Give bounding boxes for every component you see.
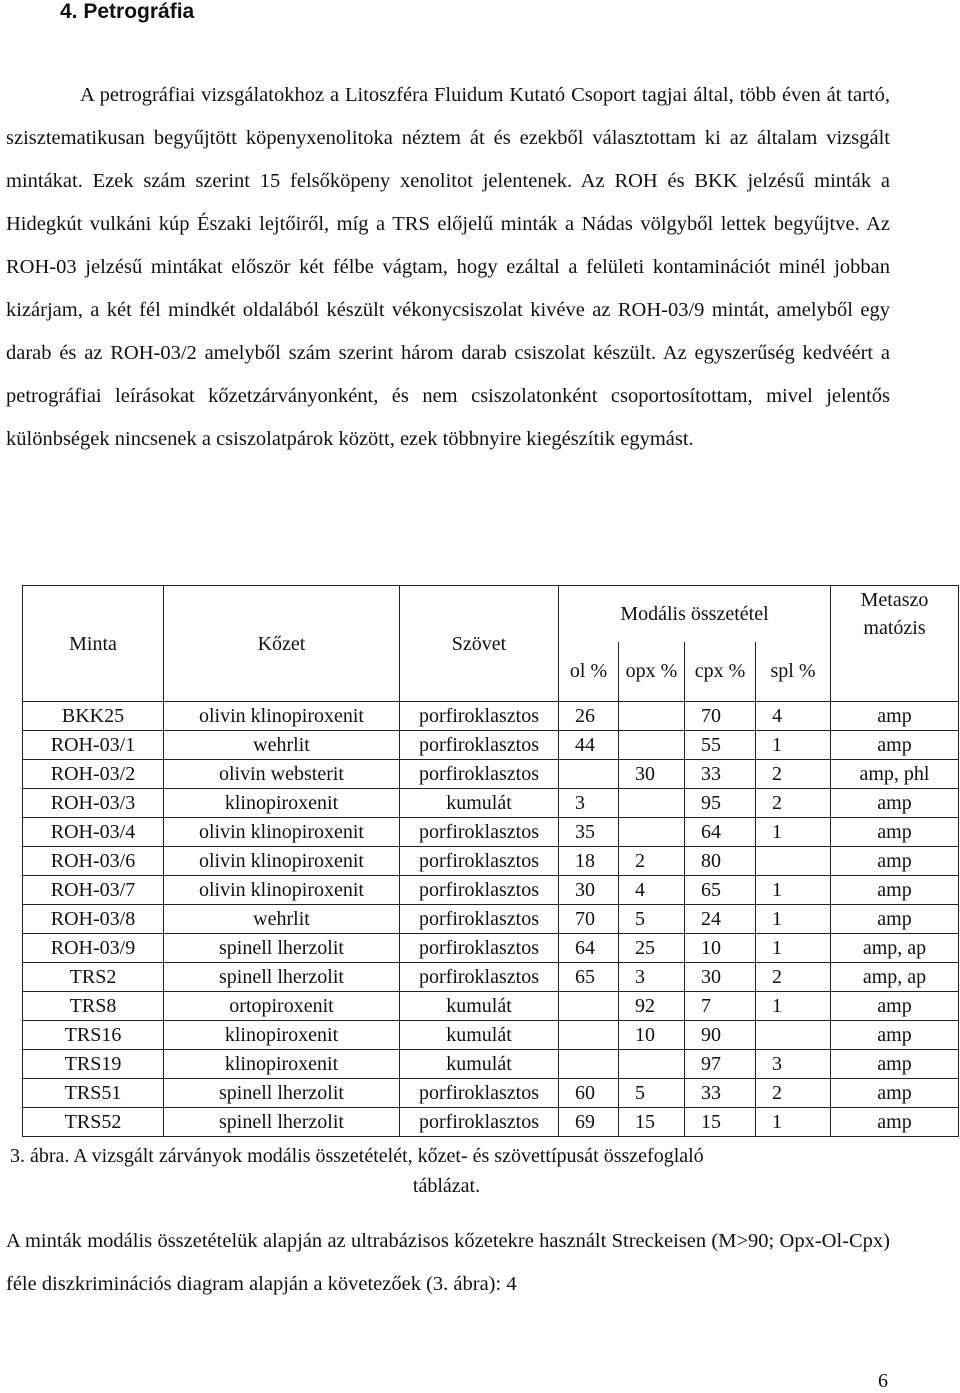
cell-opx (619, 818, 685, 847)
cell-kozet: spinell lherzolit (164, 1108, 400, 1137)
cell-ol: 35 (559, 818, 619, 847)
intro-paragraph-text: A petrográfiai vizsgálatokhoz a Litoszféra Fluidum Kutató Csoport tagjai által, több éven át tartó, szisztematikusan begyűjtött köpenyxenolitoka néztem át és ezekből választottam ki az általam vizsgált mintákat. Ezek szám szerint 15 felsőköpeny xenolitot jelentenek. Az ROH és BKK jelzésű minták a Hidegkút vulkáni kúp Északi lejtőiről, míg a TRS előjelű minták a Nádas völgyből lettek begyűjtve. Az ROH-03 jelzésű mintákat először két félbe vágtam, hogy ezáltal a felületi kontaminációt minél jobban kizárjam, a két fél mindkét oldalából készült vékonycsiszolat kivéve az ROH-03/9 mintát, amelyből egy darab és az ROH-03/2 amelyből szám szerint három darab csiszolat készült. Az egyszerűség kedvéért a petrográfiai leírásokat kőzetzárványonként, és nem csiszolatonként csoportosítottam, mivel jelentős különbségek nincsenek a csiszolatpárok között, ezek többnyire kiegészítik egymást. (6, 84, 890, 450)
cell-szovet: porfiroklasztos (400, 876, 559, 905)
cell-ol (559, 992, 619, 1021)
header-kozet: Kőzet (164, 586, 400, 702)
cell-spl (756, 1021, 831, 1050)
cell-cpx: 30 (685, 963, 756, 992)
cell-minta: ROH-03/6 (23, 847, 164, 876)
cell-szovet: kumulát (400, 1021, 559, 1050)
cell-minta: TRS52 (23, 1108, 164, 1137)
cell-spl: 1 (756, 818, 831, 847)
classification-paragraph: A minták modális összetételük alapján az ultrabázisos kőzetekre használt Streckeisen (M>90; Opx-Ol-Cpx) féle diszkriminációs diagram alapján a követezőek (3. ábra): 4 (6, 1230, 890, 1295)
table-row (23, 963, 959, 992)
cell-szovet: porfiroklasztos (400, 905, 559, 934)
cell-minta: ROH-03/7 (23, 876, 164, 905)
header-modalis: Modális összetétel (559, 586, 831, 642)
table-row (23, 818, 959, 847)
cell-metaszomatozis: amp (831, 702, 959, 731)
cell-ol: 60 (559, 1079, 619, 1108)
cell-opx: 3 (619, 963, 685, 992)
header-szovet: Szövet (400, 586, 559, 702)
cell-metaszomatozis: amp (831, 992, 959, 1021)
cell-ol (559, 760, 619, 789)
cell-opx: 30 (619, 760, 685, 789)
cell-spl: 1 (756, 1108, 831, 1137)
cell-opx: 25 (619, 934, 685, 963)
cell-opx: 15 (619, 1108, 685, 1137)
cell-szovet: porfiroklasztos (400, 934, 559, 963)
figure-caption-continuation: táblázat. (412, 1175, 481, 1197)
cell-cpx: 7 (685, 992, 756, 1021)
cell-kozet: klinopiroxenit (164, 1050, 400, 1079)
cell-minta: TRS8 (23, 992, 164, 1021)
cell-minta: ROH-03/2 (23, 760, 164, 789)
cell-spl: 2 (756, 1079, 831, 1108)
cell-spl: 1 (756, 934, 831, 963)
header-minta: Minta (23, 586, 164, 702)
cell-opx: 10 (619, 1021, 685, 1050)
cell-cpx: 97 (685, 1050, 756, 1079)
cell-metaszomatozis: amp (831, 1021, 959, 1050)
cell-szovet: kumulát (400, 1050, 559, 1079)
table-row (23, 1079, 959, 1108)
cell-spl: 2 (756, 760, 831, 789)
cell-spl: 1 (756, 992, 831, 1021)
cell-cpx: 55 (685, 731, 756, 760)
cell-cpx: 65 (685, 876, 756, 905)
table-row (23, 1021, 959, 1050)
table-row (23, 847, 959, 876)
cell-metaszomatozis: amp, phl (831, 760, 959, 789)
cell-minta: TRS51 (23, 1079, 164, 1108)
table-row (23, 934, 959, 963)
cell-ol: 70 (559, 905, 619, 934)
table-row (23, 876, 959, 905)
cell-kozet: klinopiroxenit (164, 789, 400, 818)
cell-cpx: 15 (685, 1108, 756, 1137)
cell-cpx: 24 (685, 905, 756, 934)
cell-minta: ROH-03/9 (23, 934, 164, 963)
cell-cpx: 64 (685, 818, 756, 847)
cell-szovet: porfiroklasztos (400, 702, 559, 731)
cell-kozet: olivin websterit (164, 760, 400, 789)
cell-szovet: porfiroklasztos (400, 818, 559, 847)
cell-szovet: porfiroklasztos (400, 731, 559, 760)
cell-ol (559, 1050, 619, 1079)
cell-kozet: olivin klinopiroxenit (164, 847, 400, 876)
cell-opx (619, 789, 685, 818)
cell-kozet: ortopiroxenit (164, 992, 400, 1021)
table-row (23, 1108, 959, 1137)
header-opx: opx % (619, 642, 685, 702)
header-spl: spl % (756, 642, 831, 702)
cell-szovet: porfiroklasztos (400, 963, 559, 992)
cell-opx (619, 1050, 685, 1079)
cell-szovet: porfiroklasztos (400, 1108, 559, 1137)
cell-minta: BKK25 (23, 702, 164, 731)
header-ol: ol % (559, 642, 619, 702)
cell-minta: ROH-03/1 (23, 731, 164, 760)
cell-kozet: spinell lherzolit (164, 934, 400, 963)
cell-opx: 92 (619, 992, 685, 1021)
cell-minta: ROH-03/4 (23, 818, 164, 847)
cell-cpx: 33 (685, 1079, 756, 1108)
cell-cpx: 33 (685, 760, 756, 789)
cell-szovet: porfiroklasztos (400, 1079, 559, 1108)
cell-metaszomatozis: amp (831, 905, 959, 934)
cell-spl: 4 (756, 702, 831, 731)
cell-opx: 5 (619, 1079, 685, 1108)
section-heading: 4. Petrográfia (60, 0, 195, 23)
cell-kozet: wehrlit (164, 731, 400, 760)
modal-composition-table (22, 585, 959, 1137)
table-row (23, 992, 959, 1021)
cell-metaszomatozis: amp (831, 1050, 959, 1079)
cell-cpx: 90 (685, 1021, 756, 1050)
cell-ol: 30 (559, 876, 619, 905)
cell-kozet: spinell lherzolit (164, 963, 400, 992)
cell-kozet: olivin klinopiroxenit (164, 876, 400, 905)
cell-szovet: kumulát (400, 789, 559, 818)
cell-cpx: 70 (685, 702, 756, 731)
table-row (23, 905, 959, 934)
header-metaszomatozis: Metaszo matózis (831, 586, 959, 702)
cell-kozet: klinopiroxenit (164, 1021, 400, 1050)
cell-cpx: 10 (685, 934, 756, 963)
cell-opx: 5 (619, 905, 685, 934)
cell-ol: 64 (559, 934, 619, 963)
cell-ol: 26 (559, 702, 619, 731)
cell-minta: ROH-03/3 (23, 789, 164, 818)
cell-metaszomatozis: amp, ap (831, 963, 959, 992)
cell-ol: 3 (559, 789, 619, 818)
cell-metaszomatozis: amp (831, 731, 959, 760)
cell-kozet: olivin klinopiroxenit (164, 702, 400, 731)
cell-metaszomatozis: amp (831, 1108, 959, 1137)
cell-metaszomatozis: amp (831, 818, 959, 847)
table-row (23, 789, 959, 818)
cell-ol: 69 (559, 1108, 619, 1137)
cell-szovet: porfiroklasztos (400, 760, 559, 789)
cell-kozet: wehrlit (164, 905, 400, 934)
cell-szovet: porfiroklasztos (400, 847, 559, 876)
figure-caption: 3. ábra. A vizsgált zárványok modális összetételét, kőzet- és szövettípusát összefoglaló (10, 1145, 704, 1167)
intro-paragraph (6, 74, 890, 461)
cell-minta: TRS16 (23, 1021, 164, 1050)
table-row (23, 760, 959, 789)
cell-spl: 1 (756, 876, 831, 905)
cell-metaszomatozis: amp (831, 1079, 959, 1108)
table-row (23, 731, 959, 760)
cell-ol: 65 (559, 963, 619, 992)
cell-metaszomatozis: amp (831, 847, 959, 876)
cell-szovet: kumulát (400, 992, 559, 1021)
cell-ol: 44 (559, 731, 619, 760)
cell-opx (619, 702, 685, 731)
cell-ol: 18 (559, 847, 619, 876)
cell-kozet: spinell lherzolit (164, 1079, 400, 1108)
table-row (23, 702, 959, 731)
cell-spl: 3 (756, 1050, 831, 1079)
cell-ol (559, 1021, 619, 1050)
cell-spl: 1 (756, 905, 831, 934)
header-cpx: cpx % (685, 642, 756, 702)
cell-metaszomatozis: amp (831, 876, 959, 905)
cell-minta: TRS2 (23, 963, 164, 992)
cell-spl: 2 (756, 963, 831, 992)
cell-opx (619, 731, 685, 760)
cell-metaszomatozis: amp (831, 789, 959, 818)
cell-cpx: 80 (685, 847, 756, 876)
cell-kozet: olivin klinopiroxenit (164, 818, 400, 847)
cell-spl (756, 847, 831, 876)
cell-opx: 2 (619, 847, 685, 876)
page-number: 6 (878, 1370, 888, 1392)
cell-spl: 1 (756, 731, 831, 760)
cell-cpx: 95 (685, 789, 756, 818)
cell-spl: 2 (756, 789, 831, 818)
cell-minta: ROH-03/8 (23, 905, 164, 934)
cell-opx: 4 (619, 876, 685, 905)
table-row (23, 1050, 959, 1079)
cell-metaszomatozis: amp, ap (831, 934, 959, 963)
cell-minta: TRS19 (23, 1050, 164, 1079)
